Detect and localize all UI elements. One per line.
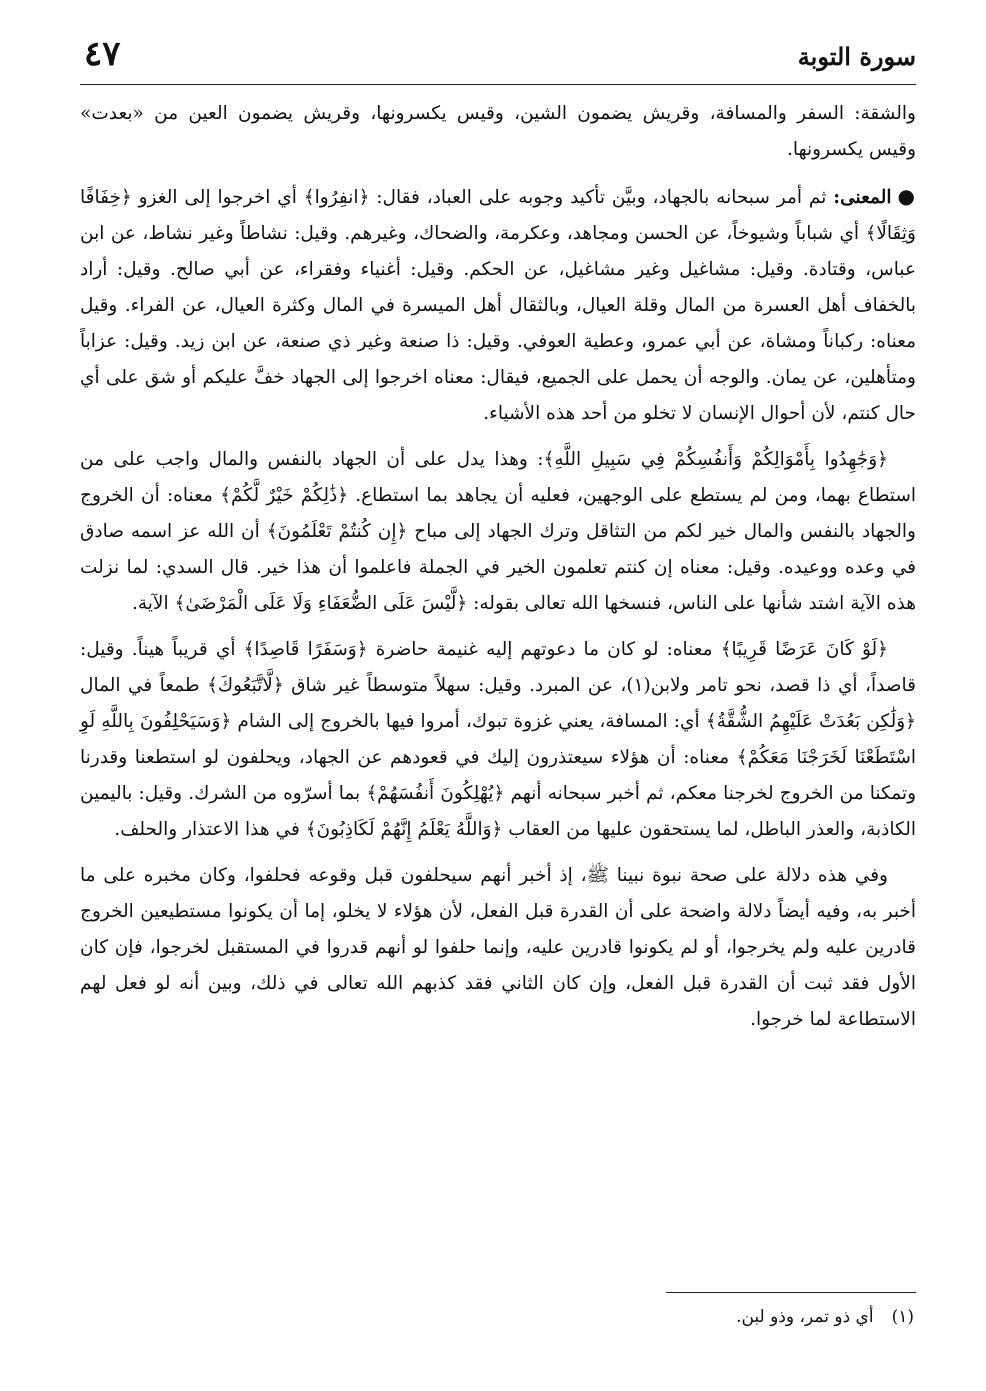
surah-title: سورة التوبة <box>797 42 916 71</box>
page-number: ٤٧ <box>84 34 121 74</box>
page-header <box>80 22 916 85</box>
paragraph-3: ﴿وَجَٰهِدُوا بِأَمْوَالِكُمْ وَأَنفُسِكُمْ فِي سَبِيلِ اللَّهِ﴾: وهذا يدل على أن الجهاد بالنفس والمال واجب على من استطاع بهما، ومن لم يستطع على الوجهين، فعليه أن يجاهد بما استطاع. ﴿ذَٰلِكُمْ خَيْرٌ لَّكُمْ﴾ معناه: أن الخروج والجهاد بالنفس والمال خير لكم من التثاقل وترك الجهاد إلى مباح ﴿إِن كُنتُمْ تَعْلَمُونَ﴾ أن الله عز اسمه صادق في وعده ووعيده. وقيل: معناه إن كنتم تعلمون الخير في الجملة فاعلموا أن هذا خير. قال السدي: لما نزلت هذه الآية اشتد شأنها على الناس، فنسخها الله تعالى بقوله: ﴿لَّيْسَ عَلَى الضُّعَفَاءِ وَلَا عَلَى الْمَرْضَىٰ﴾ الآية. <box>80 449 916 614</box>
paragraph-2-text: ثم أمر سبحانه بالجهاد، وبيَّن تأكيد وجوبه على العباد، فقال: ﴿انفِرُوا﴾ أي اخرجوا إلى الغزو ﴿خِفَافًا وَثِقَالًا﴾ أي شباباً وشيوخاً، عن الحسن ومجاهد، وعكرمة، والضحاك، وغيرهم. وقيل: نشاطاً وغير نشاط، عن ابن عباس، وقتادة. وقيل: مشاغيل وغير مشاغيل، عن الحكم. وقيل: أغنياء وفقراء، عن أبي صالح. وقيل: أراد بالخفاف أهل العسرة من المال وقلة العيال، وبالثقال أهل الميسرة في المال وكثرة العيال، عن الفراء. وقيل معناه: ركباناً ومشاة، عن أبي عمرو، وعطية العوفي. وقيل: ذا صنعة وغير ذي صنعة، عن ابن زيد. وقيل: عزاباً ومتأهلين، عن يمان. والوجه أن يحمل على الجميع، فيقال: معناه اخرجوا إلى الجهاد خفَّ عليكم أو شق على أي حال كنتم، لأن أحوال الإنسان لا تخلو من أحد هذه الأشياء. <box>80 187 916 424</box>
paragraph-2 <box>80 178 916 432</box>
paragraph-1: والشقة: السفر والمسافة، وقريش يضمون الشين، وقيس يكسرونها، وقريش يضمون العين من «بعدت» وقيس يكسرونها. <box>80 103 916 160</box>
bullet-icon: ● <box>897 184 916 208</box>
meaning-label: المعنى: <box>833 187 892 208</box>
paragraph-4: ﴿لَوْ كَانَ عَرَضًا قَرِيبًا﴾ معناه: لو كان ما دعوتهم إليه غنيمة حاضرة ﴿وَسَفَرًا قَاصِدًا﴾ أي قريباً هيناً. وقيل: قاصداً، أي ذا قصد، نحو تامر ولابن(١)، عن المبرد. وقيل: سهلاً متوسطاً غير شاق ﴿لَّاتَّبَعُوكَ﴾ طمعاً في المال ﴿وَلَٰكِن بَعُدَتْ عَلَيْهِمُ الشُّقَّةُ﴾ أي: المسافة، يعني غزوة تبوك، أمروا فيها بالخروج إلى الشام ﴿وَسَيَحْلِفُونَ بِاللَّهِ لَوِ اسْتَطَعْنَا لَخَرَجْنَا مَعَكُمْ﴾ معناه: أن هؤلاء سيعتذرون إليك في قعودهم عن الجهاد، ويحلفون لو استطعنا وقدرنا وتمكنا من الخروج لخرجنا معكم، ثم أخبر سبحانه أنهم ﴿يُهْلِكُونَ أَنفُسَهُمْ﴾ بما أسرّوه من الشرك. وقيل: باليمين الكاذبة، والعذر الباطل، لما يستحقون عليها من العقاب ﴿وَاللَّهُ يَعْلَمُ إِنَّهُمْ لَكَاذِبُونَ﴾ في هذا الاعتذار والحلف. <box>80 639 916 840</box>
footnote-number: (١) <box>891 1307 914 1327</box>
paragraph-5: وفي هذه دلالة على صحة نبوة نبينا ﷺ، إذ أخبر أنهم سيحلفون قبل وقوعه فحلفوا، وكان مخبره على ما أخبر به، وفيه أيضاً دلالة واضحة على أن القدرة قبل الفعل، لأن هؤلاء لا يخلو، إما أن يكونوا مستطيعين الخروج قادرين عليه ولم يخرجوا، أو لم يكونوا قادرين عليه، وإنما حلفوا لو أنهم قدروا في المستقبل لخرجوا، فإن كان الأول فقد ثبت أن القدرة قبل الفعل، وإن كان الثاني فقد كذبهم الله تعالى في ذلك، وبين أنه لو فعل لهم الاستطاعة لما خرجوا. <box>80 865 916 1030</box>
footnote-divider <box>666 1292 916 1293</box>
footnote-text: أي ذو تمر، وذو لبن. <box>736 1307 874 1327</box>
footnote <box>736 1302 914 1332</box>
page-body <box>80 96 916 1048</box>
